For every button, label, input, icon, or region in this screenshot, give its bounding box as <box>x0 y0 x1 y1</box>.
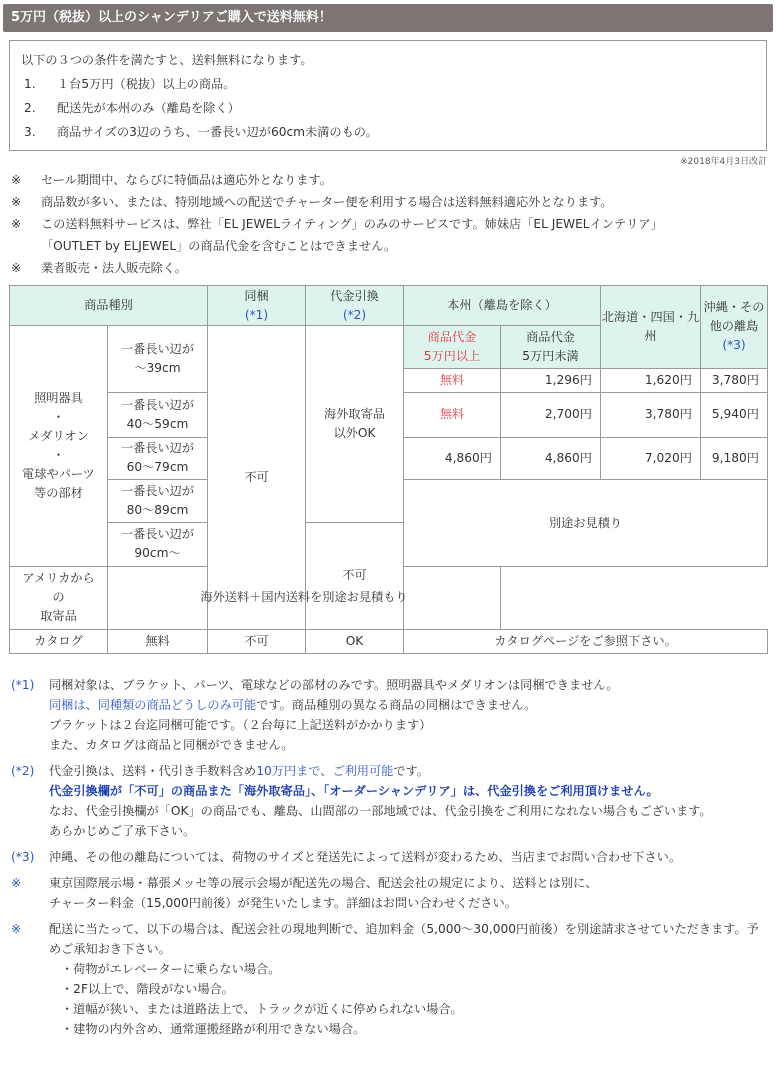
okinawa-cell: 5,940円 <box>701 393 768 437</box>
note-mark: ※ <box>11 261 22 275</box>
condition-text: １台5万円（税抜）以上の商品。 <box>57 77 236 91</box>
overseas-cell <box>10 566 108 629</box>
note-line: 東京国際展示場・幕張メッセ等の展示会場が配送先の場合、配送会社の規定により、送料とは別に、 <box>49 876 598 890</box>
header-cod-ref: (*2) <box>342 307 367 322</box>
note-line: 配送に当たって、以下の場合は、配送会社の現地判断で、追加料金（5,000〜30,000円前後）を別途請求させていただきます。予めご承知おき下さい。 <box>49 922 759 956</box>
note-line: また、カタログは商品と同梱ができません。 <box>49 738 294 752</box>
estimate-cell: 別途お見積り <box>404 480 768 567</box>
overseas-line: 取寄品 <box>40 609 77 624</box>
size-line: 〜39cm <box>134 361 181 376</box>
revised-date: ※2018年4月3日改訂 <box>680 157 767 167</box>
note-text <box>41 213 769 257</box>
size-line: 一番長い辺が <box>120 397 195 412</box>
catalog-cod: OK <box>306 629 404 653</box>
cod-no: 不可 <box>306 522 404 629</box>
category-line: ・ <box>52 410 65 425</box>
note-mark: ※ <box>11 922 22 936</box>
note-text <box>49 873 769 913</box>
size-line: 一番長い辺が <box>120 483 195 498</box>
note-mark: ※ <box>11 876 22 890</box>
note-row <box>9 257 769 279</box>
header-okinawa-ref: (*3) <box>722 338 746 353</box>
header-price-over <box>404 326 501 368</box>
condition-text: 配送先が本州のみ（離島を除く） <box>57 101 240 115</box>
category-main <box>10 326 108 567</box>
shipping-table <box>9 285 768 654</box>
catalog-name: カタログ <box>10 629 108 653</box>
overseas-estimate-cell: 海外送料＋国内送料を別途お見積もり <box>108 566 501 629</box>
condition-number: 3. <box>24 125 36 139</box>
okinawa-cell: 9,180円 <box>701 437 768 479</box>
header-okinawa <box>701 286 768 369</box>
hokkaido-cell: 7,020円 <box>601 437 701 479</box>
size-cell <box>108 326 208 393</box>
price-under-line: 5万円未満 <box>522 349 579 364</box>
note-row <box>9 847 769 867</box>
note-mark: ※ <box>11 173 22 187</box>
header-price-under <box>501 326 601 368</box>
notes-top <box>9 169 769 279</box>
header-okinawa-label: 沖縄・その他の離島 <box>703 300 765 334</box>
hokkaido-cell: 3,780円 <box>601 393 701 437</box>
note-text: 沖縄、その他の離島については、荷物のサイズと発送先によって送料が変わるため、当店までお問い合わせ下さい。 <box>49 850 682 864</box>
note-line: なお、代金引換欄が「OK」の商品でも、離島、山間部の一部地域では、代金引換をご利用になれない場合もございます。 <box>49 804 712 818</box>
cod-line: 海外取寄品 <box>324 406 385 421</box>
category-line: メダリオン <box>28 429 89 444</box>
size-line: 40〜59cm <box>126 416 189 431</box>
note-mark: ※ <box>11 217 22 231</box>
price-under-cell: 2,700円 <box>501 393 601 437</box>
size-cell <box>108 522 208 566</box>
conditions-intro: 以下の３つの条件を満たすと、送料無料になります。 <box>21 53 313 67</box>
note-row <box>9 873 769 913</box>
price-under-cell: 1,296円 <box>501 368 601 392</box>
overseas-line: の <box>52 590 65 605</box>
size-line: 一番長い辺が <box>120 342 195 357</box>
header-product-type: 商品種別 <box>10 286 208 326</box>
price-under-cell: 4,860円 <box>501 437 601 479</box>
note-highlight: 同梱は、同種類の商品どうしのみ可能 <box>49 698 257 712</box>
header-bundle-label: 同梱 <box>244 288 269 303</box>
note-line: ブラケットは２台迄同梱可能です。（２台毎に上記送料がかかります） <box>49 718 432 732</box>
condition-item <box>21 96 766 120</box>
header-honshu: 本州（離島を除く） <box>404 286 601 326</box>
size-line: 60〜79cm <box>126 460 189 475</box>
note-text <box>49 675 769 755</box>
catalog-price: 無料 <box>108 629 208 653</box>
note-bullet: ・荷物がエレベーターに乗らない場合。 <box>61 962 281 976</box>
size-cell <box>108 393 208 437</box>
condition-text: 商品サイズの3辺のうち、一番長い辺が60cm未満のもの。 <box>57 125 378 139</box>
note-line: この送料無料サービスは、弊社「EL JEWELライティング」のみのサービスです。姉妹店「EL JEWELインテリア」 <box>41 217 663 231</box>
price-over-line: 5万円以上 <box>423 349 481 364</box>
note-mark: (*2) <box>11 764 35 778</box>
cod-ok <box>306 326 404 522</box>
size-cell <box>108 480 208 522</box>
conditions-box <box>9 40 767 151</box>
note-row <box>9 919 769 1039</box>
note-text <box>49 761 769 841</box>
note-line <box>49 695 769 715</box>
price-over-cell: 無料 <box>404 393 501 437</box>
note-row <box>9 169 769 191</box>
category-line: 照明器具 <box>34 391 83 406</box>
note-row <box>9 191 769 213</box>
note-line: あらかじめご了承下さい。 <box>49 824 196 838</box>
header-bundle-ref: (*1) <box>244 307 269 322</box>
size-line: 80〜89cm <box>126 502 189 517</box>
note-line: 「OUTLET by ELJEWEL」の商品代金を含むことはできません。 <box>41 239 397 253</box>
note-text <box>49 919 769 1039</box>
note-bullet: ・道幅が狭い、または道路法上で、トラックが近くに停められない場合。 <box>61 1002 463 1016</box>
condition-number: 2. <box>24 101 36 115</box>
header-cod-label: 代金引換 <box>330 288 379 303</box>
note-row <box>9 213 769 257</box>
notes-bottom <box>9 675 769 1045</box>
note-text: セール期間中、ならびに特価品は適応外となります。 <box>41 173 332 187</box>
note-line: 代金引換欄が「不可」の商品また「海外取寄品」、「オーダーシャンデリア」は、代金引換をご利用頂けません。 <box>49 784 659 798</box>
size-line: 一番長い辺が <box>120 527 195 542</box>
note-bullet: ・建物の内外含め、通常運搬経路が利用できない場合。 <box>61 1022 366 1036</box>
note-line: 同梱対象は、ブラケット、パーツ、電球などの部材のみです。照明器具やメダリオンは同梱できません。 <box>49 678 619 692</box>
condition-item <box>21 120 766 144</box>
price-over-cell: 無料 <box>404 368 501 392</box>
note-mark: (*1) <box>11 678 35 692</box>
category-line: 電球やパーツ <box>22 467 95 482</box>
category-line: 等の部材 <box>34 486 83 501</box>
size-cell <box>108 437 208 479</box>
header-hokkaido: 北海道・四国・九州 <box>601 286 701 369</box>
bundle-no: 不可 <box>208 326 306 629</box>
note-bullet: ・2F以上で、階段がない場合。 <box>61 982 234 996</box>
note-span: 代金引換は、送料・代引き手数料含め <box>49 764 257 778</box>
note-row <box>9 761 769 841</box>
size-line: 90cm〜 <box>134 546 181 561</box>
note-mark: ※ <box>11 195 22 209</box>
page-title: 5万円（税抜）以上のシャンデリアご購入で送料無料！ <box>3 4 773 32</box>
hokkaido-cell: 1,620円 <box>601 368 701 392</box>
note-span: です。 <box>393 764 429 778</box>
note-highlight: 10万円まで、ご利用可能 <box>256 764 394 778</box>
price-under-line: 商品代金 <box>526 330 575 345</box>
condition-number: 1. <box>24 77 36 91</box>
note-line <box>49 761 769 781</box>
catalog-bundle: 不可 <box>208 629 306 653</box>
price-over-line: 商品代金 <box>427 330 477 345</box>
note-mark: (*3) <box>11 850 35 864</box>
header-cod <box>306 286 404 326</box>
note-line: チャーター料金（15,000円前後）が発生いたします。詳細はお問い合わせください。 <box>49 896 517 910</box>
note-row <box>9 675 769 755</box>
catalog-note: カタログページをご参照下さい。 <box>404 629 768 653</box>
note-span: です。商品種別の異なる商品の同梱はできません。 <box>256 698 537 712</box>
category-line: ・ <box>52 448 65 463</box>
note-text: 業者販売・法人販売除く。 <box>41 261 188 275</box>
size-line: 一番長い辺が <box>120 441 195 456</box>
note-text: 商品数が多い、または、特別地域への配送でチャーター便を利用する場合は送料無料適応外となります。 <box>41 195 613 209</box>
condition-item <box>21 72 766 96</box>
okinawa-cell: 3,780円 <box>701 368 768 392</box>
cod-line: 以外OK <box>333 425 376 440</box>
header-bundle <box>208 286 306 326</box>
overseas-line: アメリカから <box>22 571 95 586</box>
price-over-cell: 4,860円 <box>404 437 501 479</box>
